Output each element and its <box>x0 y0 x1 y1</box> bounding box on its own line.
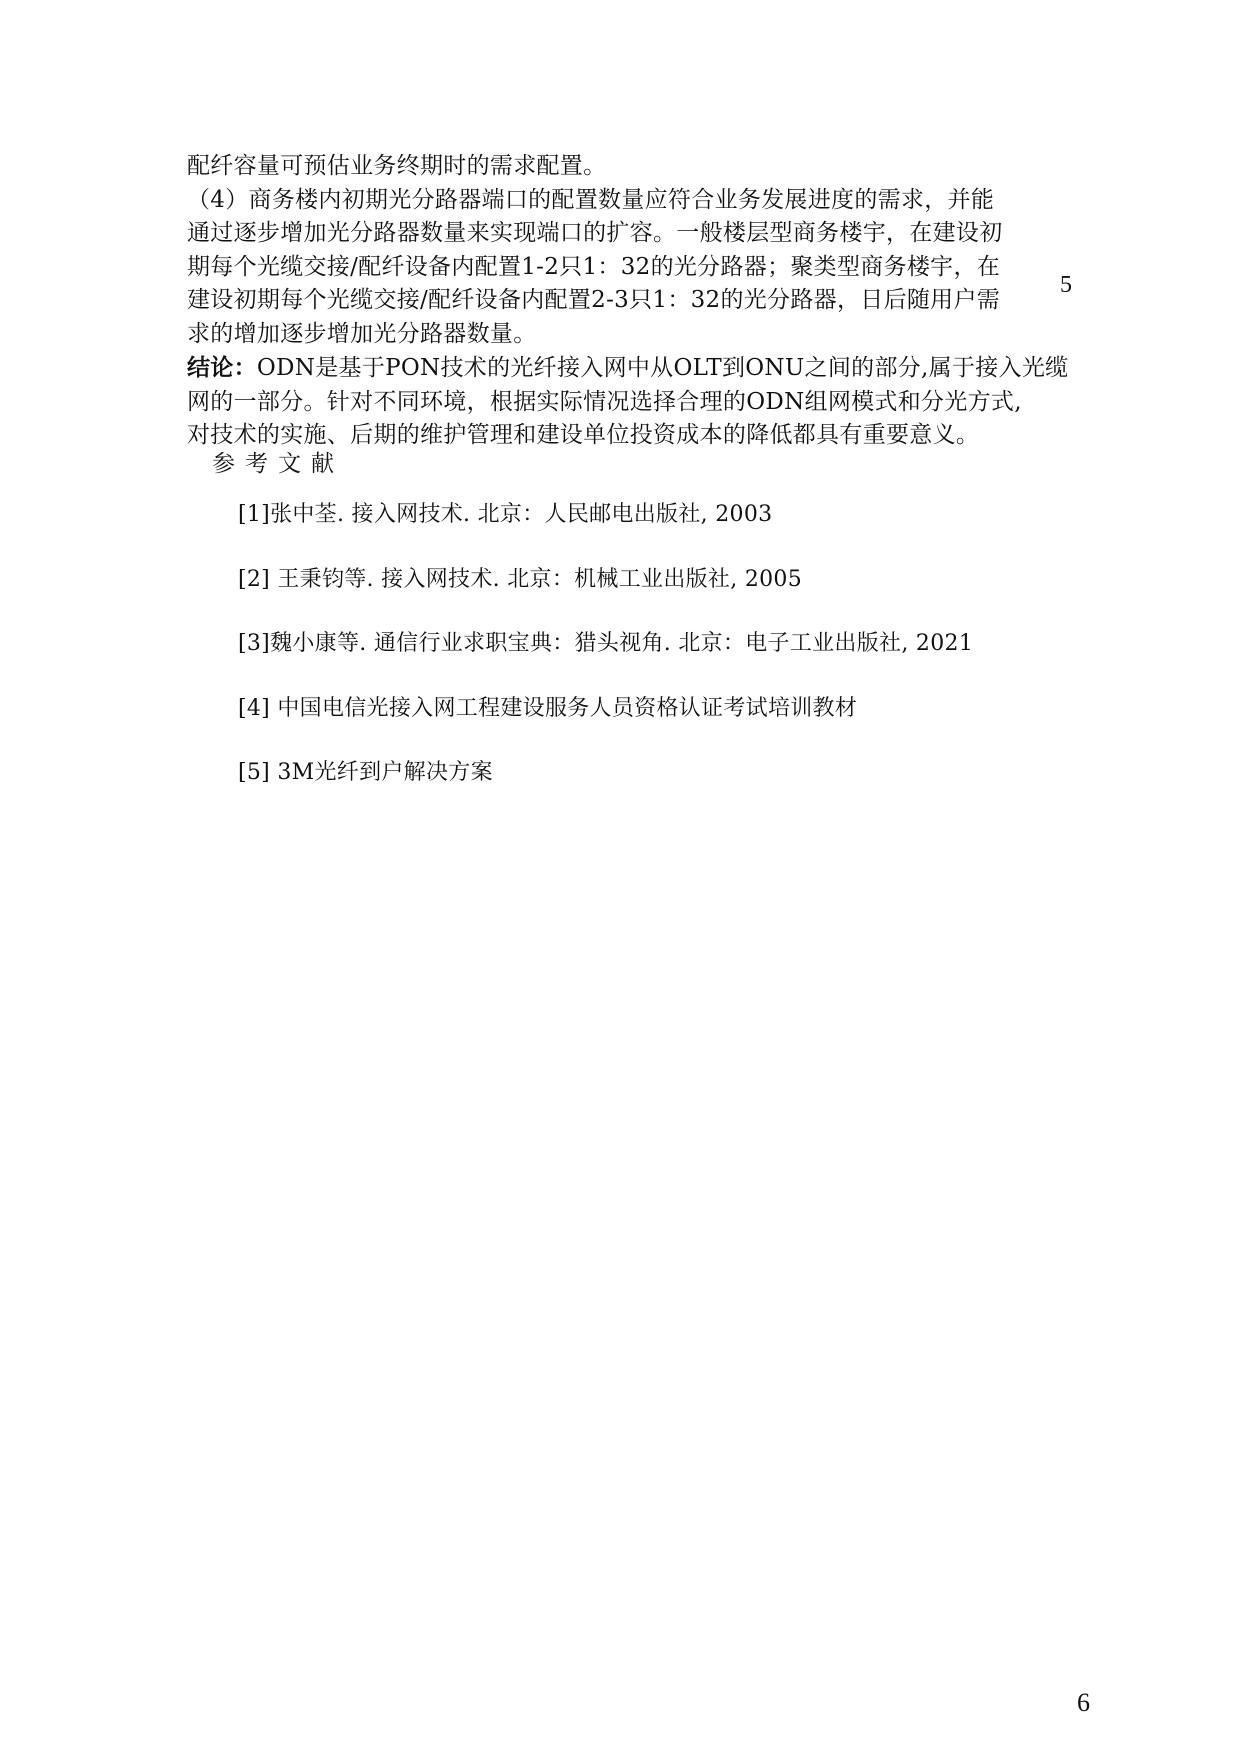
references-list <box>238 500 973 823</box>
conclusion-label: 结论： <box>187 354 257 381</box>
page-number: 6 <box>1077 1688 1090 1717</box>
reference-item: [5] 3M光纤到户解决方案 <box>238 760 493 785</box>
conclusion-line: 对技术的实施、后期的维护管理和建设单位投资成本的降低都具有重要意义。 <box>187 422 980 448</box>
reference-item: [2] 王秉钧等. 接入网技术. 北京：机械工业出版社, 2005 <box>238 566 803 592</box>
body-line: 配纤容量可预估业务终期时的需求配置。 <box>187 153 607 179</box>
reference-item: [3]魏小康等. 通信行业求职宝典：猎头视角. 北京：电子工业出版社, 2021 <box>238 631 974 656</box>
conclusion-text: ODN是基于PON技术的光纤接入网中从OLT到ONU之间的部分,属于接入光缆 <box>256 355 1069 381</box>
conclusion-line: 网的一部分。针对不同环境，根据实际情况选择合理的ODN组网模式和分光方式, <box>187 388 1022 415</box>
references-heading: 参考文献 <box>212 451 344 477</box>
reference-item: [4] 中国电信光接入网工程建设服务人员资格认证考试培训教材 <box>238 695 858 721</box>
body-line: （4）商务楼内初期光分路器端口的配置数量应符合业务发展进度的需求，并能 <box>187 186 995 213</box>
body-line: 求的增加逐步增加光分路器数量。 <box>187 320 537 347</box>
body-line: 建设初期每个光缆交接/配纤设备内配置2-3只1：32的光分路器，日后随用户需 <box>187 287 1001 313</box>
section-number: 5 <box>1060 272 1072 298</box>
conclusion-line <box>187 351 1069 386</box>
body-line: 期每个光缆交接/配纤设备内配置1-2只1：32的光分路器；聚类型商务楼宇，在 <box>187 253 1001 280</box>
body-text <box>187 150 1069 453</box>
body-line: 通过逐步增加光分路器数量来实现端口的扩容。一般楼层型商务楼宇，在建设初 <box>187 220 1003 246</box>
reference-item: [1]张中荃. 接入网技术. 北京：人民邮电出版社, 2003 <box>238 502 773 527</box>
